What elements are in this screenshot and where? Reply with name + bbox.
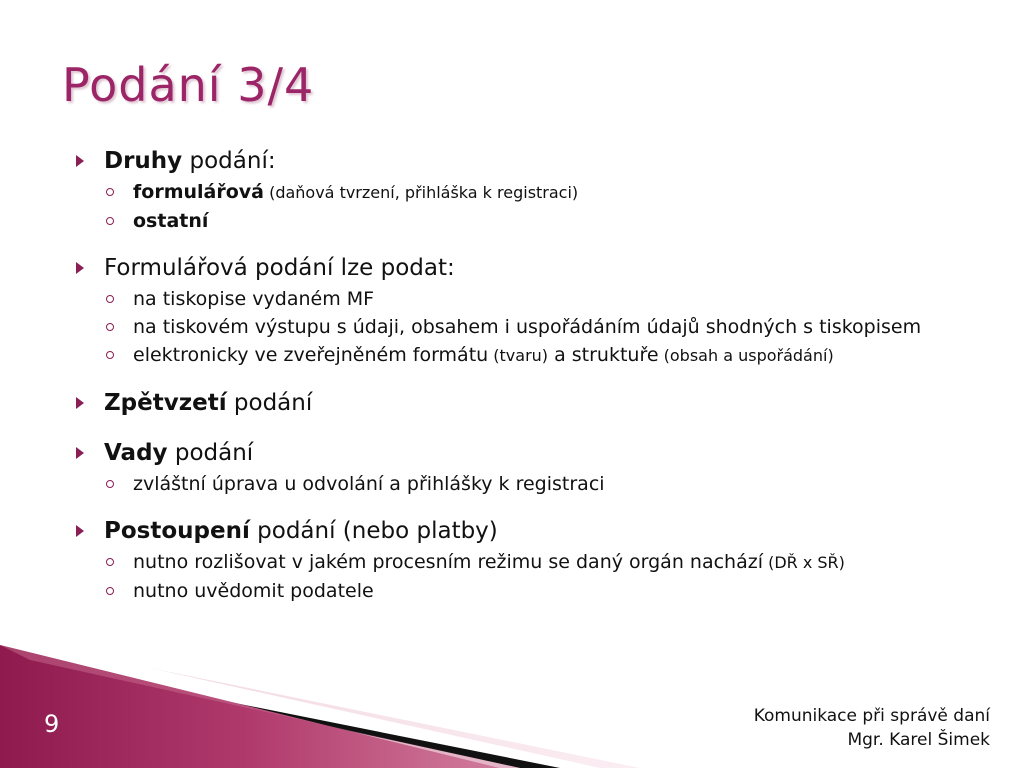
slide-title: Podání 3/4: [62, 58, 315, 112]
triangle-bullet-icon: [76, 397, 84, 409]
list-item: na tiskopise vydaném MF: [76, 287, 996, 311]
triangle-bullet-icon: [76, 262, 84, 274]
page-number: 9: [44, 710, 60, 738]
footer: [754, 704, 990, 752]
triangle-bullet-icon: [76, 155, 84, 167]
section-zpetvzeti: Zpětvzetí podání: [76, 388, 996, 418]
list-item: zvláštní úprava u odvolání a přihlášky k registraci: [76, 472, 996, 496]
circle-bullet-icon: [106, 295, 114, 303]
circle-bullet-icon: [106, 587, 114, 595]
section-druhy: Druhy podání: formulářová (daňová tvrzení, přihláška k registraci) ostatní: [76, 146, 996, 233]
bullet-list: [76, 146, 996, 623]
list-item: nutno rozlišovat v jakém procesním režimu se daný orgán nachází (DŘ x SŘ): [76, 550, 996, 575]
triangle-bullet-icon: [76, 447, 84, 459]
circle-bullet-icon: [106, 558, 114, 566]
section-vady: Vady podání zvláštní úprava u odvolání a přihlášky k registraci: [76, 438, 996, 496]
footer-course: Komunikace při správě daní: [753, 706, 990, 726]
circle-bullet-icon: [106, 351, 114, 359]
list-item: na tiskovém výstupu s údaji, obsahem i uspořádáním údajů shodných s tiskopisem: [76, 315, 996, 339]
list-item: formulářová (daňová tvrzení, přihláška k registraci): [76, 180, 996, 205]
list-item: elektronicky ve zveřejněném formátu (tvaru) a struktuře (obsah a uspořádání): [76, 343, 996, 368]
section-formularova: Formulářová podání lze podat: na tiskopise vydaném MF na tiskovém výstupu s údaji, obsahem i uspořádáním údajů shodných s tiskopisem elektronicky ve zveřejněném formátu (tvaru) a struktuře (obsah a uspořádání): [76, 253, 996, 368]
circle-bullet-icon: [106, 217, 114, 225]
list-item: ostatní: [76, 209, 996, 233]
section-postoupeni: Postoupení podání (nebo platby) nutno rozlišovat v jakém procesním režimu se daný orgán nachází (DŘ x SŘ) nutno uvědomit podatele: [76, 516, 996, 603]
circle-bullet-icon: [106, 480, 114, 488]
circle-bullet-icon: [106, 323, 114, 331]
footer-author: Mgr. Karel Šimek: [847, 730, 990, 750]
circle-bullet-icon: [106, 188, 114, 196]
triangle-bullet-icon: [76, 525, 84, 537]
list-item: nutno uvědomit podatele: [76, 579, 996, 603]
